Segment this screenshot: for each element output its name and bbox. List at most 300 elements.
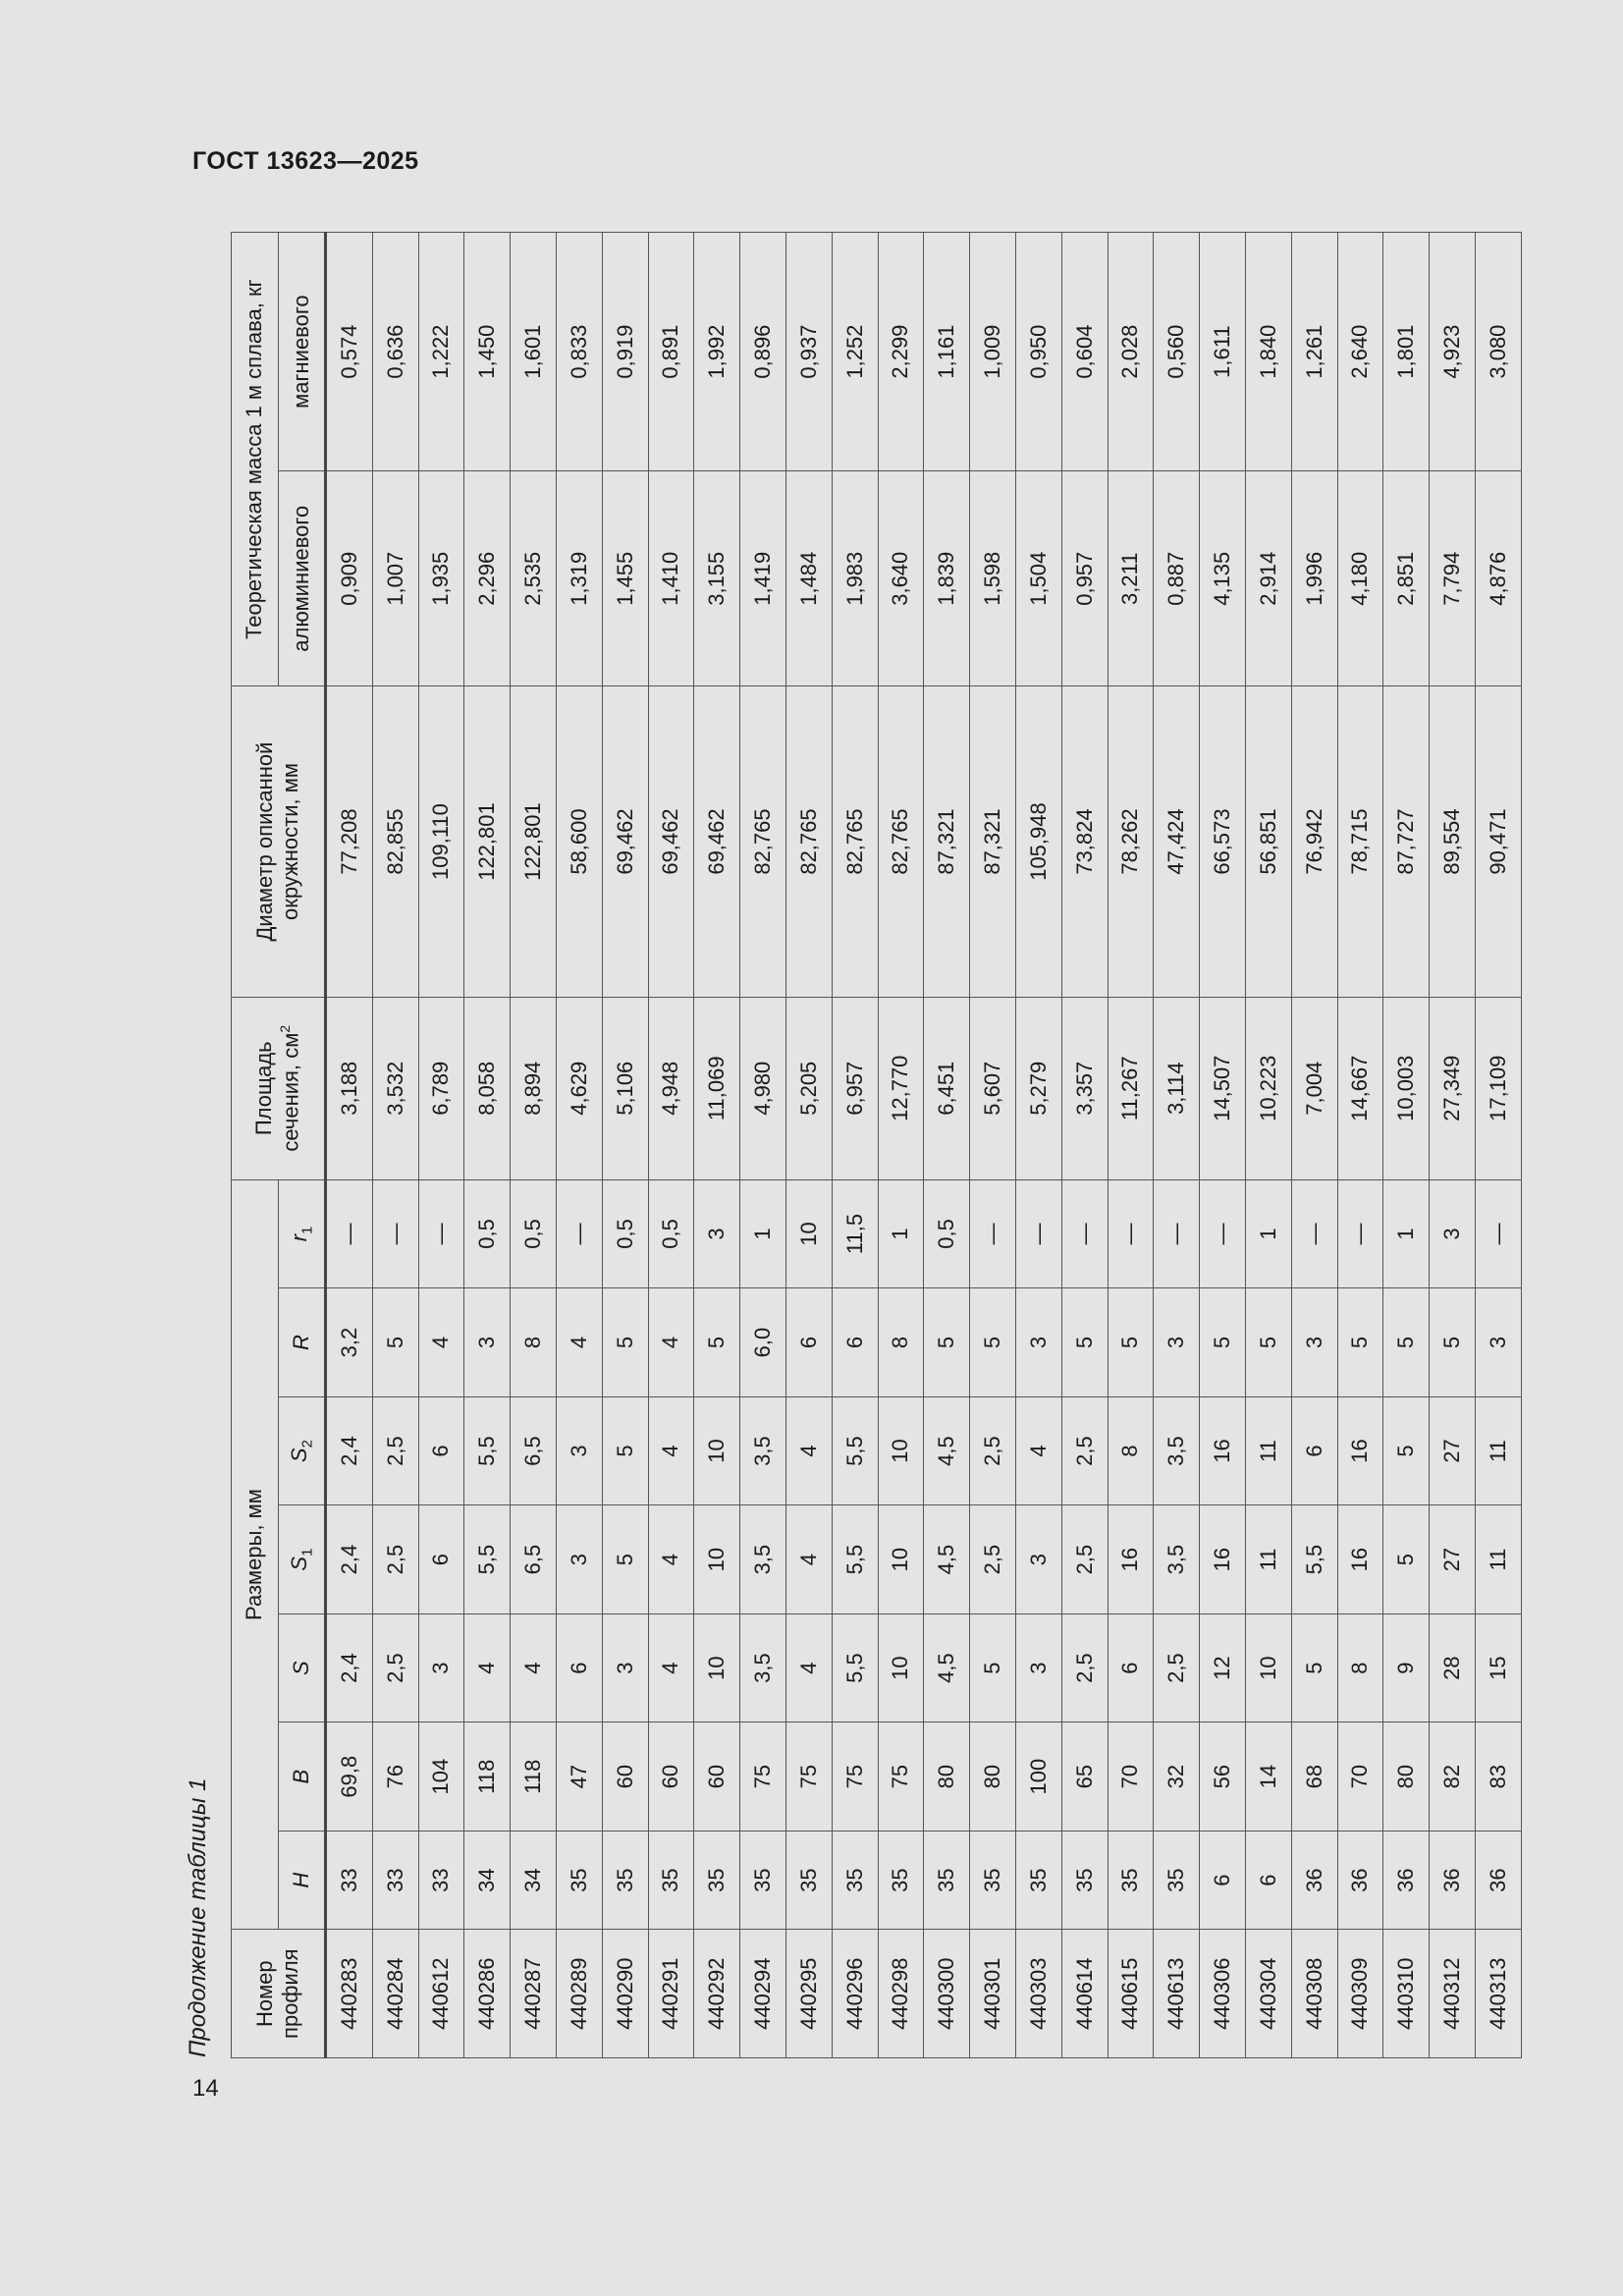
- table-cell: 35: [556, 1831, 602, 1929]
- table-cell: 82,765: [878, 686, 924, 998]
- header-S: S: [279, 1613, 326, 1722]
- table-row: [648, 233, 694, 2058]
- table-cell: 1,252: [832, 233, 878, 471]
- table-cell: 4: [785, 1505, 832, 1614]
- table-cell: 10,003: [1383, 997, 1430, 1179]
- table-cell: 47,424: [1154, 686, 1200, 998]
- table-cell: 1,935: [418, 471, 464, 686]
- table-cell: 66,573: [1200, 686, 1246, 998]
- table-cell: 5: [1430, 1288, 1476, 1397]
- table-cell: 2,028: [1108, 233, 1154, 471]
- table-cell: 1,319: [556, 471, 602, 686]
- table-cell: 10,223: [1245, 997, 1291, 1179]
- table-cell: 87,321: [924, 686, 970, 998]
- table-cell: 1,484: [785, 471, 832, 686]
- table-cell: 3: [1291, 1288, 1337, 1397]
- table-cell: 6,957: [832, 997, 878, 1179]
- table-cell: 27: [1430, 1396, 1476, 1505]
- table-cell: 69,462: [602, 686, 648, 998]
- table-cell: 10: [1245, 1613, 1291, 1722]
- table-cell: 1,992: [694, 233, 740, 471]
- table-cell: 2,4: [326, 1613, 373, 1722]
- table-row: [1430, 233, 1476, 2058]
- table-cell: —: [1291, 1179, 1337, 1288]
- table-cell: 5: [1200, 1288, 1246, 1397]
- table-cell: 440292: [694, 1930, 740, 2058]
- table-cell: 12: [1200, 1613, 1246, 1722]
- table-cell: 11,5: [832, 1179, 878, 1288]
- table-row: [1061, 233, 1108, 2058]
- table-row: [1154, 233, 1200, 2058]
- table-cell: 1: [1383, 1179, 1430, 1288]
- table-cell: 5,5: [1291, 1505, 1337, 1614]
- table-cell: 109,110: [418, 686, 464, 998]
- table-cell: 10: [878, 1613, 924, 1722]
- table-row: [326, 233, 373, 2058]
- table-cell: 58,600: [556, 686, 602, 998]
- header-S2: $S_2$: [279, 1396, 326, 1505]
- table-continuation-caption: Продолжение таблицы 1: [185, 1777, 211, 2057]
- table-cell: 5: [602, 1396, 648, 1505]
- table-row: [832, 233, 878, 2058]
- table-cell: 76,942: [1291, 686, 1337, 998]
- table-cell: 5,607: [970, 997, 1016, 1179]
- table-cell: 6: [1291, 1396, 1337, 1505]
- table-cell: 4,135: [1200, 471, 1246, 686]
- table-cell: 4,180: [1337, 471, 1383, 686]
- table-cell: 1: [878, 1179, 924, 1288]
- table-cell: 0,5: [511, 1179, 557, 1288]
- table-cell: 440304: [1245, 1930, 1291, 2058]
- table-row: [1200, 233, 1246, 2058]
- table-cell: 1,801: [1383, 233, 1430, 471]
- table-cell: 28: [1430, 1613, 1476, 1722]
- table-cell: 60: [602, 1722, 648, 1831]
- table-cell: 0,5: [924, 1179, 970, 1288]
- table-cell: 1,840: [1245, 233, 1291, 471]
- table-cell: 440287: [511, 1930, 557, 2058]
- table-cell: 3,5: [740, 1613, 786, 1722]
- table-cell: 440298: [878, 1930, 924, 2058]
- table-cell: 5: [1061, 1288, 1108, 1397]
- table-cell: —: [1015, 1179, 1061, 1288]
- table-cell: 1,601: [511, 233, 557, 471]
- table-cell: 4: [785, 1613, 832, 1722]
- table-cell: 440308: [1291, 1930, 1337, 2058]
- table-cell: 5: [1291, 1613, 1337, 1722]
- table-cell: 35: [832, 1831, 878, 1929]
- table-cell: 3: [602, 1613, 648, 1722]
- table-cell: 3: [1015, 1613, 1061, 1722]
- table-cell: 1,598: [970, 471, 1016, 686]
- table-cell: 3: [1015, 1505, 1061, 1614]
- table-cell: 0,937: [785, 233, 832, 471]
- table-cell: 1,410: [648, 471, 694, 686]
- table-row: [418, 233, 464, 2058]
- header-magnesium: магниевого: [279, 233, 326, 471]
- table-cell: 2,5: [1061, 1505, 1108, 1614]
- table-cell: 2,5: [970, 1505, 1016, 1614]
- table-cell: 68: [1291, 1722, 1337, 1831]
- table-cell: 3: [556, 1505, 602, 1614]
- table-row: [1015, 233, 1061, 2058]
- table-cell: 440310: [1383, 1930, 1430, 2058]
- table-cell: 0,950: [1015, 233, 1061, 471]
- table-cell: 440286: [464, 1930, 511, 2058]
- table-cell: 0,891: [648, 233, 694, 471]
- table-row: [878, 233, 924, 2058]
- table-cell: 0,909: [326, 471, 373, 686]
- table-cell: 70: [1337, 1722, 1383, 1831]
- header-area: Площадь сечения, $см^2$: [232, 997, 326, 1179]
- table-cell: 87,321: [970, 686, 1016, 998]
- table-cell: 440283: [326, 1930, 373, 2058]
- table-cell: 0,604: [1061, 233, 1108, 471]
- table-cell: 5: [1245, 1288, 1291, 1397]
- table-cell: 35: [924, 1831, 970, 1929]
- table-cell: 60: [648, 1722, 694, 1831]
- table-cell: 1,996: [1291, 471, 1337, 686]
- table-cell: 4: [464, 1613, 511, 1722]
- table-cell: 4,5: [924, 1396, 970, 1505]
- table-cell: 34: [464, 1831, 511, 1929]
- table-cell: 90,471: [1475, 686, 1521, 998]
- table-cell: 33: [418, 1831, 464, 1929]
- table-cell: 56: [1200, 1722, 1246, 1831]
- header-dimensions: Размеры, мм: [232, 1179, 279, 1930]
- table-cell: 36: [1337, 1831, 1383, 1929]
- table-cell: 3: [464, 1288, 511, 1397]
- table-cell: 4,876: [1475, 471, 1521, 686]
- table-cell: 10: [694, 1396, 740, 1505]
- table-cell: 35: [785, 1831, 832, 1929]
- table-cell: 1,222: [418, 233, 464, 471]
- table-cell: 5,5: [832, 1613, 878, 1722]
- table-cell: 5,5: [464, 1396, 511, 1505]
- table-cell: —: [1200, 1179, 1246, 1288]
- table-cell: —: [1337, 1179, 1383, 1288]
- table-cell: 5: [694, 1288, 740, 1397]
- table-cell: 440284: [372, 1930, 418, 2058]
- table-cell: 2,5: [372, 1505, 418, 1614]
- table-cell: 440294: [740, 1930, 786, 2058]
- table-cell: 3,5: [1154, 1505, 1200, 1614]
- table-cell: 11,069: [694, 997, 740, 1179]
- table-cell: 12,770: [878, 997, 924, 1179]
- table-cell: 3: [418, 1613, 464, 1722]
- table-cell: 4,629: [556, 997, 602, 1179]
- table-cell: —: [556, 1179, 602, 1288]
- table-cell: 0,896: [740, 233, 786, 471]
- table-cell: 56,851: [1245, 686, 1291, 998]
- table-row: [372, 233, 418, 2058]
- table-row: [602, 233, 648, 2058]
- table-cell: 2,5: [372, 1396, 418, 1505]
- table-cell: 82: [1430, 1722, 1476, 1831]
- table-cell: 75: [785, 1722, 832, 1831]
- table-cell: 3,5: [1154, 1396, 1200, 1505]
- table-cell: 3: [694, 1179, 740, 1288]
- table-row: [1337, 233, 1383, 2058]
- table-row: [785, 233, 832, 2058]
- table-cell: 70: [1108, 1722, 1154, 1831]
- table-cell: 3,5: [740, 1396, 786, 1505]
- table-cell: 10: [878, 1505, 924, 1614]
- table-cell: 27: [1430, 1505, 1476, 1614]
- table-cell: 8: [1108, 1396, 1154, 1505]
- table-cell: 75: [740, 1722, 786, 1831]
- table-cell: 35: [740, 1831, 786, 1929]
- table-cell: 5,5: [464, 1505, 511, 1614]
- table-cell: 3: [1015, 1288, 1061, 1397]
- table-cell: 0,919: [602, 233, 648, 471]
- table-cell: 35: [1108, 1831, 1154, 1929]
- table-cell: 60: [694, 1722, 740, 1831]
- table-cell: 5,5: [832, 1505, 878, 1614]
- table-cell: —: [1154, 1179, 1200, 1288]
- table-row: [1245, 233, 1291, 2058]
- table-cell: 6: [832, 1288, 878, 1397]
- table-cell: 4: [418, 1288, 464, 1397]
- table-cell: 0,5: [602, 1179, 648, 1288]
- table-cell: 16: [1200, 1396, 1246, 1505]
- header-B: B: [279, 1722, 326, 1831]
- header-R: R: [279, 1288, 326, 1397]
- table-cell: 69,462: [648, 686, 694, 998]
- table-cell: 10: [694, 1613, 740, 1722]
- table-cell: 2,5: [372, 1613, 418, 1722]
- table-cell: 6: [418, 1505, 464, 1614]
- table-cell: 0,957: [1061, 471, 1108, 686]
- table-row: [1475, 233, 1521, 2058]
- table-cell: 440312: [1430, 1930, 1476, 2058]
- table-cell: 75: [832, 1722, 878, 1831]
- table-cell: 35: [1061, 1831, 1108, 1929]
- table-cell: 34: [511, 1831, 557, 1929]
- table-cell: 82,765: [740, 686, 786, 998]
- table-cell: 11: [1475, 1505, 1521, 1614]
- table-cell: 4: [785, 1396, 832, 1505]
- table-cell: 8: [1337, 1613, 1383, 1722]
- table-cell: 3: [1154, 1288, 1200, 1397]
- table-cell: 4: [1015, 1396, 1061, 1505]
- table-cell: 6: [1245, 1831, 1291, 1929]
- table-cell: 5,106: [602, 997, 648, 1179]
- table-cell: —: [372, 1179, 418, 1288]
- table-cell: 16: [1337, 1505, 1383, 1614]
- table-cell: 80: [1383, 1722, 1430, 1831]
- table-row: [556, 233, 602, 2058]
- table-cell: 33: [326, 1831, 373, 1929]
- table-row: [970, 233, 1016, 2058]
- table-cell: 6,0: [740, 1288, 786, 1397]
- table-cell: 3,080: [1475, 233, 1521, 471]
- table-cell: 5: [1337, 1288, 1383, 1397]
- header-H: H: [279, 1831, 326, 1929]
- table-row: [1291, 233, 1337, 2058]
- table-cell: 11: [1245, 1396, 1291, 1505]
- table-cell: 118: [464, 1722, 511, 1831]
- table-cell: 3,211: [1108, 471, 1154, 686]
- table-cell: 4,5: [924, 1505, 970, 1614]
- table-cell: —: [970, 1179, 1016, 1288]
- table-cell: 36: [1383, 1831, 1430, 1929]
- table-cell: 6: [1108, 1613, 1154, 1722]
- table-cell: 3: [556, 1396, 602, 1505]
- table-cell: 11,267: [1108, 997, 1154, 1179]
- table-cell: 83: [1475, 1722, 1521, 1831]
- table-cell: 69,462: [694, 686, 740, 998]
- table-cell: 5,205: [785, 997, 832, 1179]
- table-cell: —: [1475, 1179, 1521, 1288]
- table-cell: —: [1108, 1179, 1154, 1288]
- table-cell: 36: [1430, 1831, 1476, 1929]
- table-cell: 3,2: [326, 1288, 373, 1397]
- table-cell: 118: [511, 1722, 557, 1831]
- table-cell: 15: [1475, 1613, 1521, 1722]
- table-cell: 47: [556, 1722, 602, 1831]
- table-cell: 100: [1015, 1722, 1061, 1831]
- table-cell: 440313: [1475, 1930, 1521, 2058]
- table-cell: 69,8: [326, 1722, 373, 1831]
- table-cell: 440303: [1015, 1930, 1061, 2058]
- table-cell: 14: [1245, 1722, 1291, 1831]
- table-row: [694, 233, 740, 2058]
- table-cell: 82,855: [372, 686, 418, 998]
- table-cell: 14,667: [1337, 997, 1383, 1179]
- table-cell: 1,455: [602, 471, 648, 686]
- table-cell: 16: [1108, 1505, 1154, 1614]
- table-cell: 6: [418, 1396, 464, 1505]
- table-cell: 0,833: [556, 233, 602, 471]
- table-cell: 2,4: [326, 1505, 373, 1614]
- table-cell: 2,299: [878, 233, 924, 471]
- table-cell: 440289: [556, 1930, 602, 2058]
- table-cell: 1,261: [1291, 233, 1337, 471]
- table-cell: 4: [648, 1288, 694, 1397]
- table-cell: 2,296: [464, 471, 511, 686]
- table-cell: 2,5: [1061, 1396, 1108, 1505]
- header-S1: $S_1$: [279, 1505, 326, 1614]
- table-cell: 4: [511, 1613, 557, 1722]
- table-cell: 1,009: [970, 233, 1016, 471]
- table-cell: 16: [1200, 1505, 1246, 1614]
- table-cell: 4,5: [924, 1613, 970, 1722]
- page-number: 14: [192, 2075, 219, 2102]
- table-cell: 440614: [1061, 1930, 1108, 2058]
- table-cell: 0,887: [1154, 471, 1200, 686]
- header-aluminum: алюминиевого: [279, 471, 326, 686]
- table-cell: 1,983: [832, 471, 878, 686]
- document-code: ГОСТ 13623—2025: [192, 147, 419, 175]
- table-cell: 16: [1337, 1396, 1383, 1505]
- table-cell: 2,851: [1383, 471, 1430, 686]
- table-cell: 6,789: [418, 997, 464, 1179]
- table-cell: —: [326, 1179, 373, 1288]
- table-cell: 36: [1475, 1831, 1521, 1929]
- table-cell: 4,948: [648, 997, 694, 1179]
- table-cell: 5,5: [832, 1396, 878, 1505]
- table-cell: 80: [970, 1722, 1016, 1831]
- table-cell: 2,5: [970, 1396, 1016, 1505]
- table-cell: 5: [602, 1505, 648, 1614]
- table-cell: 10: [878, 1396, 924, 1505]
- table-cell: 0,560: [1154, 233, 1200, 471]
- table-cell: 6,5: [511, 1505, 557, 1614]
- table-cell: 89,554: [1430, 686, 1476, 998]
- table-cell: 65: [1061, 1722, 1108, 1831]
- table-cell: 122,801: [511, 686, 557, 998]
- table-cell: 11: [1475, 1396, 1521, 1505]
- table-cell: 5,279: [1015, 997, 1061, 1179]
- table-cell: 17,109: [1475, 997, 1521, 1179]
- table-cell: 1,419: [740, 471, 786, 686]
- table-cell: 0,5: [464, 1179, 511, 1288]
- table-cell: 75: [878, 1722, 924, 1831]
- table-cell: 10: [694, 1505, 740, 1614]
- table-cell: 440295: [785, 1930, 832, 2058]
- table-cell: 440301: [970, 1930, 1016, 2058]
- table-cell: 3: [1430, 1179, 1476, 1288]
- table-cell: 5: [1383, 1396, 1430, 1505]
- table-row: [740, 233, 786, 2058]
- table-cell: 2,5: [1154, 1613, 1200, 1722]
- table-cell: 1,450: [464, 233, 511, 471]
- table-cell: 6: [785, 1288, 832, 1397]
- table-cell: 1,504: [1015, 471, 1061, 686]
- table-cell: 35: [1154, 1831, 1200, 1929]
- table-cell: 4,923: [1430, 233, 1476, 471]
- table-cell: 5: [1383, 1505, 1430, 1614]
- table-cell: 2,4: [326, 1396, 373, 1505]
- table-cell: 4: [648, 1613, 694, 1722]
- table-cell: 440613: [1154, 1930, 1200, 2058]
- table-cell: 440306: [1200, 1930, 1246, 2058]
- table-body: [326, 233, 1522, 2058]
- table-cell: 35: [602, 1831, 648, 1929]
- table-cell: 104: [418, 1722, 464, 1831]
- table-cell: 440291: [648, 1930, 694, 2058]
- table-cell: 5: [372, 1288, 418, 1397]
- table-cell: 35: [878, 1831, 924, 1929]
- table-cell: 82,765: [832, 686, 878, 998]
- table-cell: 11: [1245, 1505, 1291, 1614]
- table-cell: 73,824: [1061, 686, 1108, 998]
- table-cell: 5: [1383, 1288, 1430, 1397]
- table-cell: 3,114: [1154, 997, 1200, 1179]
- table-row: [1108, 233, 1154, 2058]
- table-cell: 7,004: [1291, 997, 1337, 1179]
- table-cell: 35: [970, 1831, 1016, 1929]
- rotated-table-container: [231, 232, 1510, 2058]
- table-cell: 36: [1291, 1831, 1337, 1929]
- table-cell: 440612: [418, 1930, 464, 2058]
- table-cell: 3,155: [694, 471, 740, 686]
- table-cell: 8,894: [511, 997, 557, 1179]
- table-cell: 82,765: [785, 686, 832, 998]
- table-cell: 1: [1245, 1179, 1291, 1288]
- table-cell: 10: [785, 1179, 832, 1288]
- table-cell: 35: [648, 1831, 694, 1929]
- table-cell: 33: [372, 1831, 418, 1929]
- table-cell: 0,636: [372, 233, 418, 471]
- table-cell: 4,980: [740, 997, 786, 1179]
- table-cell: 6: [556, 1613, 602, 1722]
- table-cell: 6,451: [924, 997, 970, 1179]
- table-cell: 3,357: [1061, 997, 1108, 1179]
- table-cell: 14,507: [1200, 997, 1246, 1179]
- table-cell: 0,5: [648, 1179, 694, 1288]
